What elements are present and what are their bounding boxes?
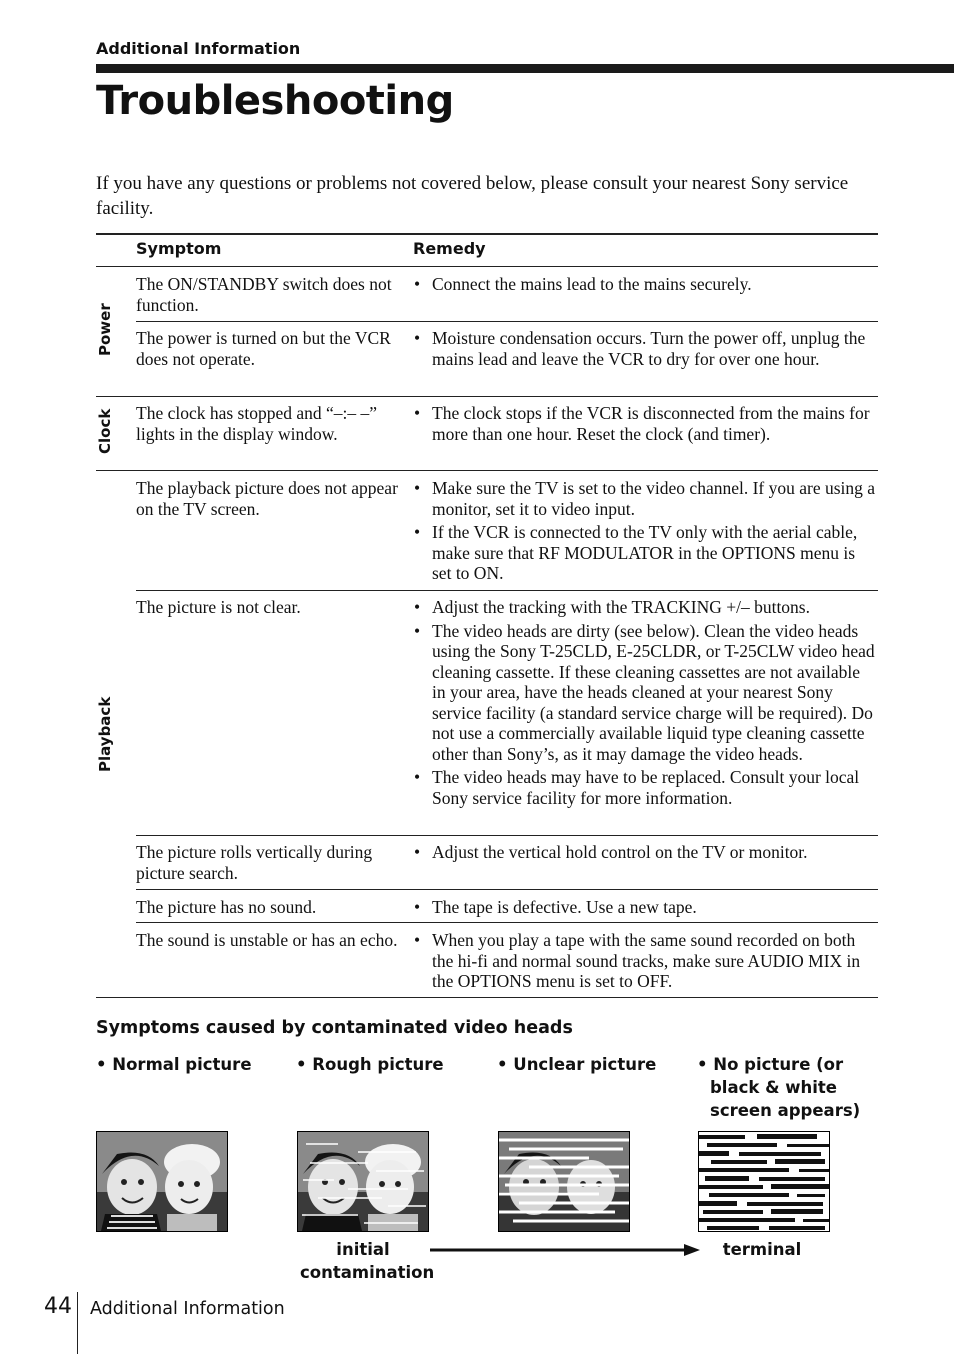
column-header-symptom: Symptom (136, 239, 222, 258)
stage-start-label (300, 1238, 435, 1284)
remedy-item: • If the VCR is connected to the TV only with the aerial cable, make sure that RF MODULATOR in the OPTIONS menu is set to ON. (413, 522, 878, 584)
label-line: screen appears) (710, 1101, 861, 1120)
symptom-cell: The clock has stopped and “–:– –” lights in the display window. (136, 403, 378, 444)
category-divider (96, 470, 878, 471)
remedy-cell (413, 328, 878, 372)
symptom-cell: The ON/STANDBY switch does not function. (136, 274, 392, 315)
remedy-item: • The video heads may have to be replaced. Consult your local Sony service facility for more information. (413, 767, 878, 808)
row-divider (136, 321, 878, 322)
progression-arrow-icon (430, 1242, 702, 1263)
header-rule (96, 64, 954, 73)
intro-paragraph: If you have any questions or problems not covered below, please consult your nearest Sony service facility. (96, 173, 849, 219)
remedy-cell (413, 897, 878, 921)
no-picture-image (698, 1131, 830, 1232)
label-no-picture (697, 1053, 860, 1122)
rough-picture-image (297, 1131, 429, 1232)
table-header-rule (96, 266, 878, 267)
remedy-cell (413, 478, 878, 587)
page-number: 44 (44, 1294, 72, 1319)
category-divider (96, 396, 878, 397)
category-playback: Playback (96, 696, 114, 772)
remedy-cell (413, 930, 878, 995)
label-line: • No picture (or (697, 1055, 844, 1074)
remedy-item: • Connect the mains lead to the mains securely. (413, 274, 878, 295)
unclear-picture-image (498, 1131, 630, 1232)
remedy-item: • The tape is defective. Use a new tape. (413, 897, 878, 918)
category-clock: Clock (96, 408, 114, 454)
label-normal-picture: • Normal picture (96, 1055, 252, 1074)
stage-line: contamination (300, 1263, 435, 1282)
row-divider (136, 889, 878, 890)
remedy-item: • When you play a tape with the same sound recorded on both the hi-fi and normal sound tracks, make sure AUDIO MIX in the OPTIONS menu is set to OFF. (413, 930, 878, 992)
remedy-item: • Make sure the TV is set to the video channel. If you are using a monitor, set it to video input. (413, 478, 878, 519)
footer-divider (77, 1292, 78, 1354)
stage-line: initial (336, 1240, 390, 1259)
symptom-cell: The playback picture does not appear on the TV screen. (136, 478, 398, 519)
remedy-item: • Adjust the vertical hold control on the TV or monitor. (413, 842, 878, 863)
row-divider (136, 835, 878, 836)
video-heads-heading: Symptoms caused by contaminated video heads (96, 1018, 573, 1038)
table-top-rule (96, 233, 878, 235)
remedy-cell (413, 403, 878, 447)
row-divider (136, 922, 878, 923)
row-divider (136, 590, 878, 591)
label-unclear-picture: • Unclear picture (497, 1055, 657, 1074)
remedy-item: • Adjust the tracking with the TRACKING +/– buttons. (413, 597, 878, 618)
symptom-cell: The picture rolls vertically during picture search. (136, 842, 373, 883)
page-title: Troubleshooting (96, 78, 454, 124)
table-bottom-rule (96, 997, 878, 998)
remedy-item: • Moisture condensation occurs. Turn the power off, unplug the mains lead and leave the VCR to dry for over one hour. (413, 328, 878, 369)
section-label: Additional Information (96, 39, 301, 58)
remedy-cell (413, 597, 878, 811)
symptom-cell: The picture has no sound. (136, 897, 317, 917)
label-line: black & white (710, 1078, 837, 1097)
stage-end-label: terminal (722, 1240, 802, 1259)
column-header-remedy: Remedy (413, 239, 486, 258)
remedy-item: • The clock stops if the VCR is disconnected from the mains for more than one hour. Reset the clock (and timer). (413, 403, 878, 444)
remedy-cell (413, 274, 878, 298)
footer-section-label: Additional Information (90, 1299, 285, 1319)
symptom-cell: The picture is not clear. (136, 597, 301, 617)
normal-picture-image (96, 1131, 228, 1232)
remedy-cell (413, 842, 878, 866)
category-power: Power (96, 303, 114, 356)
remedy-item: • The video heads are dirty (see below). Clean the video heads using the Sony T-25CLD, E-25CLDR, or T-25CLW video head cleaning cassette. If these cleaning cassettes are not available in your area, have the heads cleaned at your nearest Sony service facility (a standard service charge will be required). Do not use a commercially available liquid type cleaning cassette other than Sony’s, as it may damage the video heads. (413, 621, 878, 765)
symptom-cell: The sound is unstable or has an echo. (136, 930, 398, 950)
symptom-cell: The power is turned on but the VCR does not operate. (136, 328, 391, 369)
label-rough-picture: • Rough picture (296, 1055, 444, 1074)
